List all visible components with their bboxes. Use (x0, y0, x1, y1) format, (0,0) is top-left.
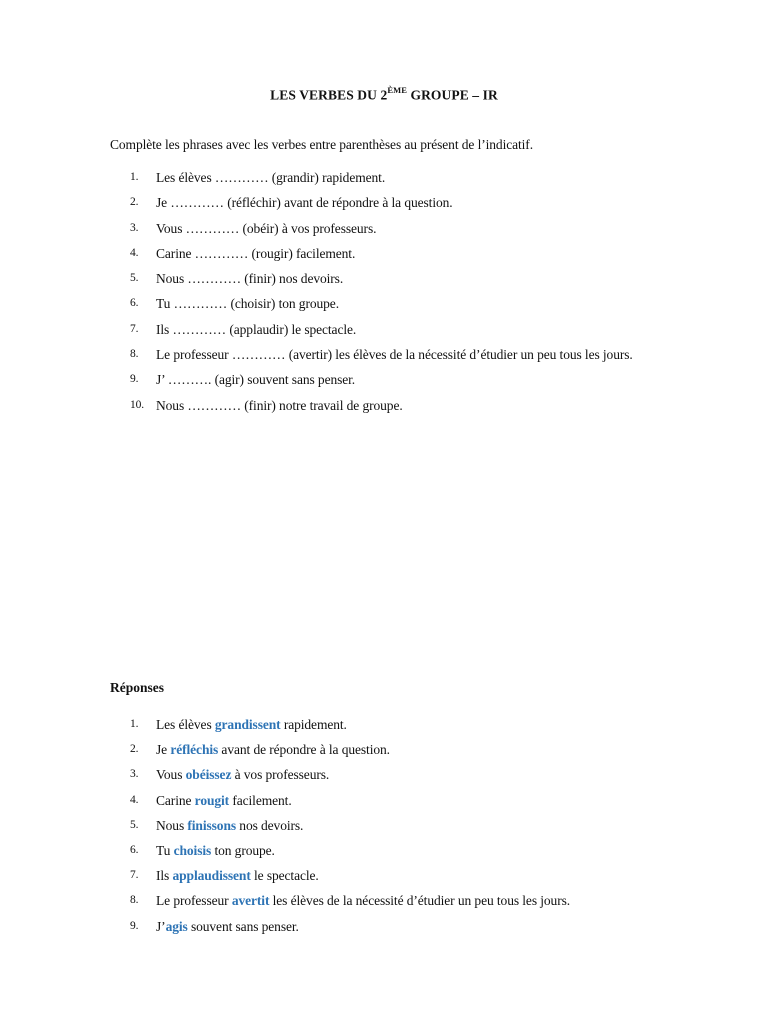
answer-verb: finissons (187, 817, 237, 833)
answer-before: Ils (156, 868, 173, 884)
answer-before: Vous (156, 767, 186, 783)
answer-item (110, 737, 670, 762)
exercise-text: Le professeur ………… (avertir) les élèves de la nécessité d’étudier un peu tous les jours. (156, 347, 633, 363)
item-number: 6. (130, 844, 139, 857)
title-superscript: ÈME (387, 85, 407, 95)
exercise-item (110, 216, 670, 241)
answer-after: rapidement. (280, 717, 347, 732)
exercise-item (110, 393, 670, 418)
answer-verb: rougit (194, 792, 230, 808)
answer-item (110, 838, 670, 863)
answer-after: ton groupe. (211, 843, 275, 859)
item-number: 1. (130, 171, 139, 183)
answer-item (110, 813, 670, 838)
answer-verb: applaudissent (172, 868, 251, 884)
exercise-text: Vous ………… (obéir) à vos professeurs. (156, 220, 377, 236)
answer-before: J’ (156, 918, 166, 934)
exercise-text: J’ ………. (agir) souvent sans penser. (156, 372, 356, 388)
answer-verb: réfléchis (170, 742, 219, 758)
item-number: 3. (130, 768, 139, 781)
answers-heading: Réponses (110, 680, 165, 695)
exercise-item (110, 342, 670, 367)
answer-after: avant de répondre à la question. (218, 742, 390, 758)
title-main: LES VERBES DU 2 (270, 87, 388, 103)
item-number: 7. (130, 322, 139, 335)
answer-before: Nous (156, 817, 188, 833)
item-number: 6. (130, 297, 139, 310)
answer-before: Je (156, 742, 171, 758)
answer-before: Les élèves (156, 717, 215, 732)
exercise-text: Ils ………… (applaudir) le spectacle. (156, 321, 357, 337)
answer-after: le spectacle. (250, 868, 319, 884)
exercise-text: Nous ………… (finir) notre travail de groupe. (156, 397, 403, 413)
item-number: 7. (130, 869, 139, 882)
answer-item (110, 863, 670, 888)
exercise-item (110, 317, 670, 342)
answer-item (110, 914, 670, 939)
exercise-item (110, 266, 670, 291)
item-number: 2. (130, 743, 139, 756)
exercise-list (110, 165, 670, 418)
answer-before: Carine (156, 792, 195, 808)
item-number: 4. (130, 246, 139, 259)
answer-verb: obéissez (185, 767, 232, 783)
title-tail: GROUPE – IR (407, 87, 498, 103)
item-number: 8. (130, 894, 139, 907)
item-number: 1. (130, 718, 139, 730)
item-number: 8. (130, 348, 139, 361)
instructions: Complète les phrases avec les verbes entre parenthèses au présent de l’indicatif. (110, 137, 533, 152)
item-number: 9. (130, 373, 139, 386)
item-number: 10. (130, 398, 145, 411)
answer-before: Le professeur (156, 893, 232, 909)
answer-item (110, 762, 670, 787)
exercise-text: Tu ………… (choisir) ton groupe. (156, 296, 339, 312)
exercise-item (110, 165, 670, 190)
item-number: 3. (130, 221, 139, 234)
answer-item (110, 888, 670, 913)
answer-after: les élèves de la nécessité d’étudier un peu tous les jours. (269, 893, 571, 909)
exercise-item (110, 190, 670, 215)
answer-after: facilement. (229, 792, 292, 808)
answer-verb: choisis (173, 843, 212, 859)
item-number: 5. (130, 818, 139, 831)
answer-item (110, 788, 670, 813)
answer-verb: agis (165, 918, 188, 934)
exercise-text: Les élèves ………… (grandir) rapidement. (156, 170, 386, 185)
item-number: 2. (130, 196, 139, 209)
answer-after: nos devoirs. (236, 817, 304, 833)
answer-list (110, 712, 670, 939)
exercise-item (110, 241, 670, 266)
item-number: 4. (130, 793, 139, 806)
exercise-text: Je ………… (réfléchir) avant de répondre à la question. (156, 195, 453, 211)
answer-after: souvent sans penser. (187, 918, 299, 934)
answer-verb: avertit (231, 893, 270, 909)
exercise-text: Nous ………… (finir) nos devoirs. (156, 271, 344, 287)
page-title (0, 86, 768, 104)
exercise-item (110, 367, 670, 392)
item-number: 9. (130, 919, 139, 932)
answer-before: Tu (156, 843, 174, 859)
item-number: 5. (130, 272, 139, 285)
answer-verb: grandissent (214, 717, 281, 732)
answer-item (110, 712, 670, 737)
answer-after: à vos professeurs. (231, 767, 330, 783)
exercise-item (110, 291, 670, 316)
exercise-text: Carine ………… (rougir) facilement. (156, 245, 356, 261)
